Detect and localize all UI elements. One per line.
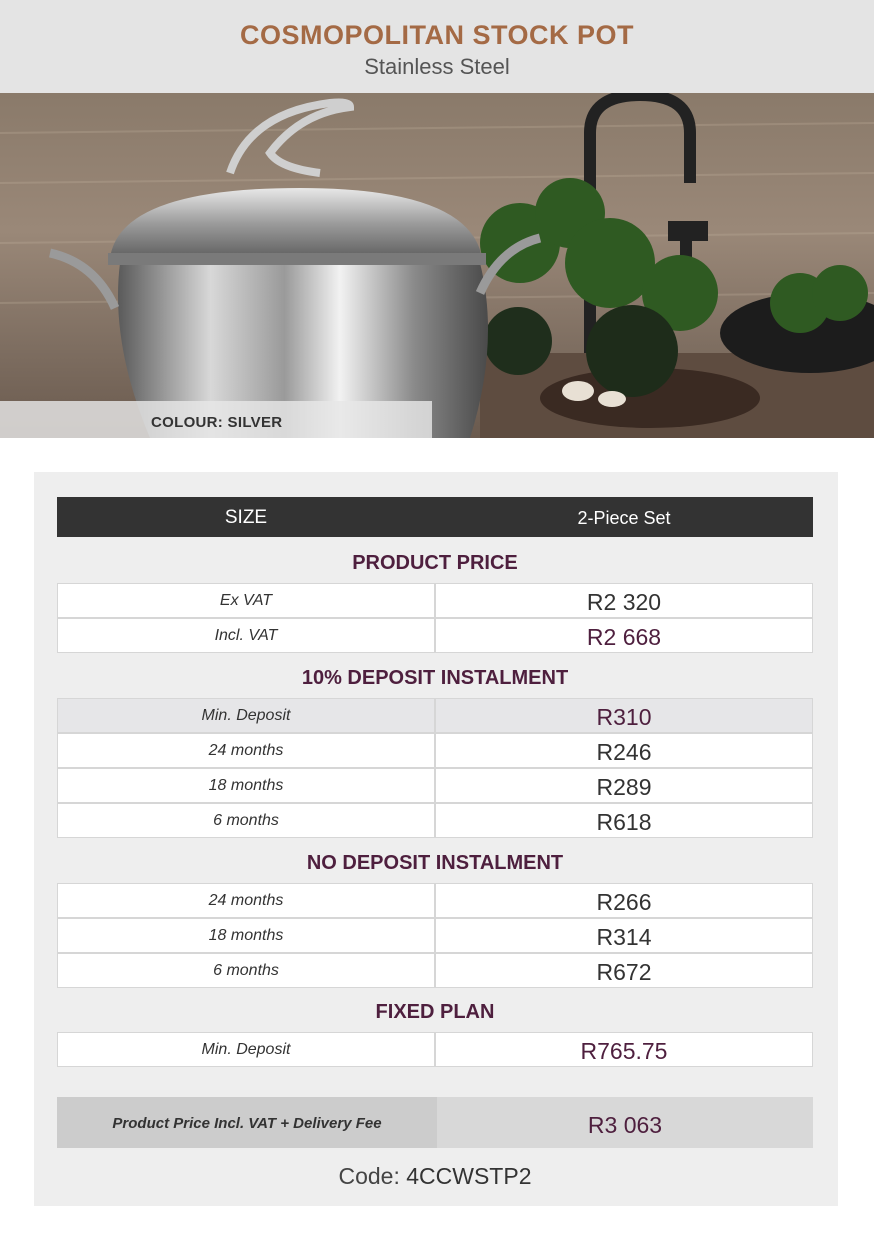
row-value: R310 — [596, 704, 652, 730]
section-heading-no-deposit-instalment: NO DEPOSIT INSTALMENT — [306, 852, 564, 874]
row-label: Incl. VAT — [58, 619, 436, 652]
table-row — [57, 733, 813, 768]
row-value: R618 — [596, 809, 652, 835]
row-label: Min. Deposit — [58, 1033, 436, 1066]
section-heading-deposit-instalment: 10% DEPOSIT INSTALMENT — [301, 667, 569, 689]
product-photo-illustration — [0, 93, 874, 438]
row-label: 18 months — [58, 769, 436, 802]
product-code — [57, 1163, 813, 1190]
size-value: 2-Piece Set — [577, 508, 671, 528]
row-label: 24 months — [58, 884, 436, 917]
table-row — [57, 883, 813, 918]
product-title: COSMOPOLITAN STOCK POT — [239, 20, 634, 50]
row-label: Min. Deposit — [58, 699, 436, 732]
section-heading-product-price: PRODUCT PRICE — [352, 552, 518, 574]
table-row — [57, 803, 813, 838]
size-label: SIZE — [224, 507, 268, 528]
row-value: R2 668 — [586, 624, 662, 650]
colour-label: COLOUR: SILVER — [151, 414, 283, 431]
row-label: 6 months — [58, 954, 436, 987]
row-value: R289 — [596, 774, 652, 800]
row-value: R2 320 — [586, 589, 662, 615]
table-row — [57, 768, 813, 803]
table-row — [57, 1032, 813, 1067]
table-row — [57, 618, 813, 653]
row-value: R672 — [596, 959, 652, 985]
row-value: R314 — [596, 924, 652, 950]
total-label: Product Price Incl. VAT + Delivery Fee — [112, 1115, 382, 1132]
section-heading-fixed-plan: FIXED PLAN — [375, 1001, 495, 1023]
total-price-row — [57, 1097, 813, 1148]
product-code-value: 4CCWSTP2 — [406, 1163, 532, 1189]
product-photo — [0, 93, 874, 438]
row-value: R246 — [596, 739, 652, 765]
row-label: 24 months — [58, 734, 436, 767]
product-code-prefix: Code: — [338, 1163, 400, 1189]
row-value: R266 — [596, 889, 652, 915]
row-label: Ex VAT — [58, 584, 436, 617]
table-row — [57, 918, 813, 953]
product-subtitle: Stainless Steel — [364, 54, 510, 79]
row-value: R765.75 — [580, 1038, 668, 1064]
table-row — [57, 583, 813, 618]
page-header — [0, 0, 874, 93]
table-row — [57, 698, 813, 733]
row-label: 6 months — [58, 804, 436, 837]
table-row — [57, 953, 813, 988]
total-value: R3 063 — [437, 1097, 813, 1148]
size-header-bar — [57, 497, 813, 537]
row-label: 18 months — [58, 919, 436, 952]
